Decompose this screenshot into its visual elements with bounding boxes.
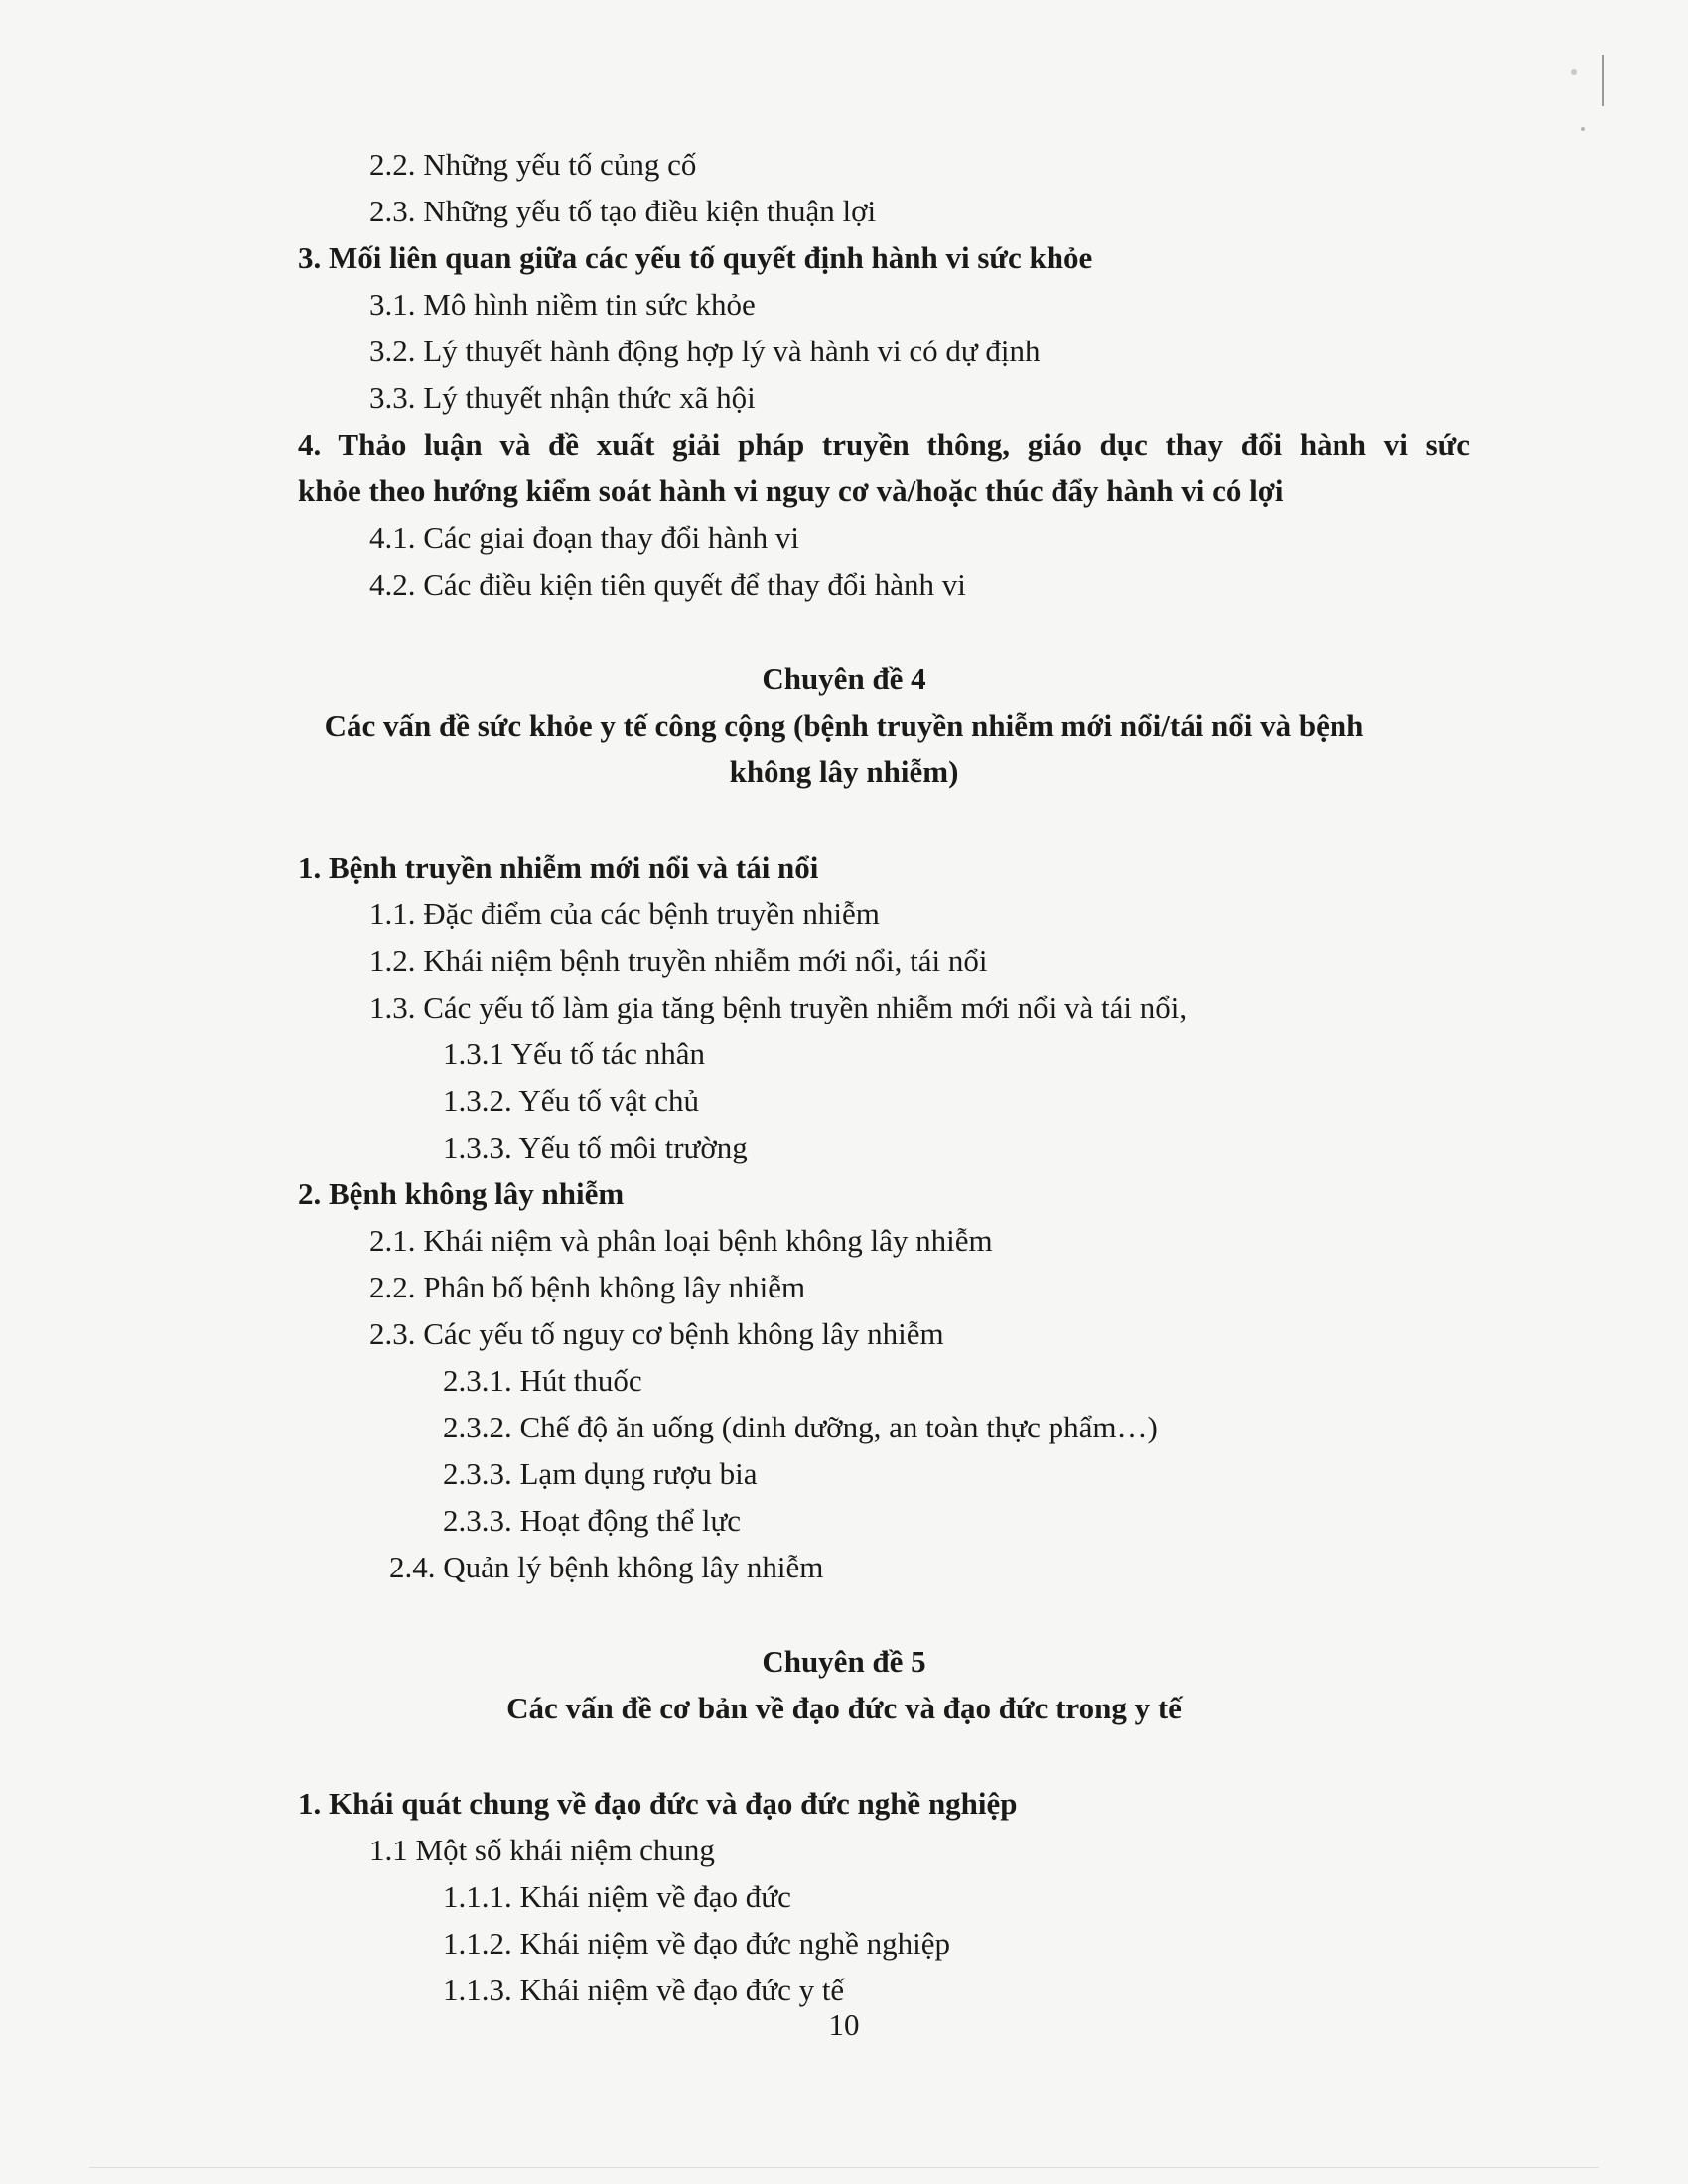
scan-mark xyxy=(1602,55,1604,106)
sub-subsection-heading: 1.1.1. Khái niệm về đạo đức xyxy=(443,1879,791,1914)
chapter-title: Các vấn đề sức khỏe y tế công cộng (bệnh truyền nhiễm mới nổi/tái nổi và bệnh xyxy=(324,708,1364,743)
chapter-title: Các vấn đề cơ bản về đạo đức và đạo đức trong y tế xyxy=(506,1691,1182,1725)
subsection-heading: 2.1. Khái niệm và phân loại bệnh không lây nhiễm xyxy=(369,1223,993,1258)
subsection-heading: 3.3. Lý thuyết nhận thức xã hội xyxy=(369,380,756,415)
sub-subsection-heading: 1.3.1 Yếu tố tác nhân xyxy=(443,1036,705,1071)
sub-subsection-heading: 2.3.2. Chế độ ăn uống (dinh dưỡng, an toàn thực phẩm…) xyxy=(443,1410,1158,1444)
scan-speck xyxy=(1571,69,1577,75)
section-heading-continued: khỏe theo hướng kiểm soát hành vi nguy cơ và/hoặc thúc đẩy hành vi có lợi xyxy=(298,474,1284,508)
subsection-heading: 2.3. Những yếu tố tạo điều kiện thuận lợi xyxy=(369,194,877,228)
chapter-number: Chuyên đề 5 xyxy=(762,1644,926,1679)
subsection-heading: 4.2. Các điều kiện tiên quyết để thay đổi hành vi xyxy=(369,567,966,602)
sub-subsection-heading: 2.3.3. Hoạt động thể lực xyxy=(443,1503,742,1538)
subsection-heading: 2.2. Phân bố bệnh không lây nhiễm xyxy=(369,1270,806,1304)
subsection-heading: 2.4. Quản lý bệnh không lây nhiễm xyxy=(389,1550,824,1584)
subsection-heading: 2.3. Các yếu tố nguy cơ bệnh không lây nhiễm xyxy=(369,1316,944,1351)
chapter-title-continued: không lây nhiễm) xyxy=(729,754,959,789)
subsection-heading: 1.1 Một số khái niệm chung xyxy=(369,1833,715,1867)
section-heading: 4. Thảo luận và đề xuất giải pháp truyền thông, giáo dục thay đổi hành vi sức xyxy=(298,427,1470,462)
section-heading: 3. Mối liên quan giữa các yếu tố quyết định hành vi sức khỏe xyxy=(298,240,1093,275)
sub-subsection-heading: 1.1.2. Khái niệm về đạo đức nghề nghiệp xyxy=(443,1926,950,1961)
chapter-number: Chuyên đề 4 xyxy=(762,661,926,696)
section-heading: 1. Khái quát chung về đạo đức và đạo đức nghề nghiệp xyxy=(298,1786,1018,1821)
subsection-heading: 1.3. Các yếu tố làm gia tăng bệnh truyền nhiễm mới nổi và tái nổi, xyxy=(369,990,1188,1024)
sub-subsection-heading: 1.3.3. Yếu tố môi trường xyxy=(443,1130,748,1164)
subsection-heading: 4.1. Các giai đoạn thay đổi hành vi xyxy=(369,520,800,555)
subsection-heading: 3.1. Mô hình niềm tin sức khỏe xyxy=(369,287,756,322)
subsection-heading: 2.2. Những yếu tố củng cố xyxy=(369,147,697,182)
sub-subsection-heading: 2.3.3. Lạm dụng rượu bia xyxy=(443,1456,758,1491)
subsection-heading: 1.2. Khái niệm bệnh truyền nhiễm mới nổi, tái nổi xyxy=(369,943,988,978)
subsection-heading: 3.2. Lý thuyết hành động hợp lý và hành vi có dự định xyxy=(369,334,1041,368)
sub-subsection-heading: 1.3.2. Yếu tố vật chủ xyxy=(443,1083,699,1118)
sub-subsection-heading: 1.1.3. Khái niệm về đạo đức y tế xyxy=(443,1973,845,2007)
page-number: 10 xyxy=(828,2007,860,2042)
subsection-heading: 1.1. Đặc điểm của các bệnh truyền nhiễm xyxy=(369,896,880,931)
section-heading: 1. Bệnh truyền nhiễm mới nổi và tái nổi xyxy=(298,850,819,885)
scan-speck xyxy=(1581,127,1585,131)
sub-subsection-heading: 2.3.1. Hút thuốc xyxy=(443,1363,642,1398)
section-heading: 2. Bệnh không lây nhiễm xyxy=(298,1176,625,1211)
scan-edge-line xyxy=(89,2167,1599,2168)
